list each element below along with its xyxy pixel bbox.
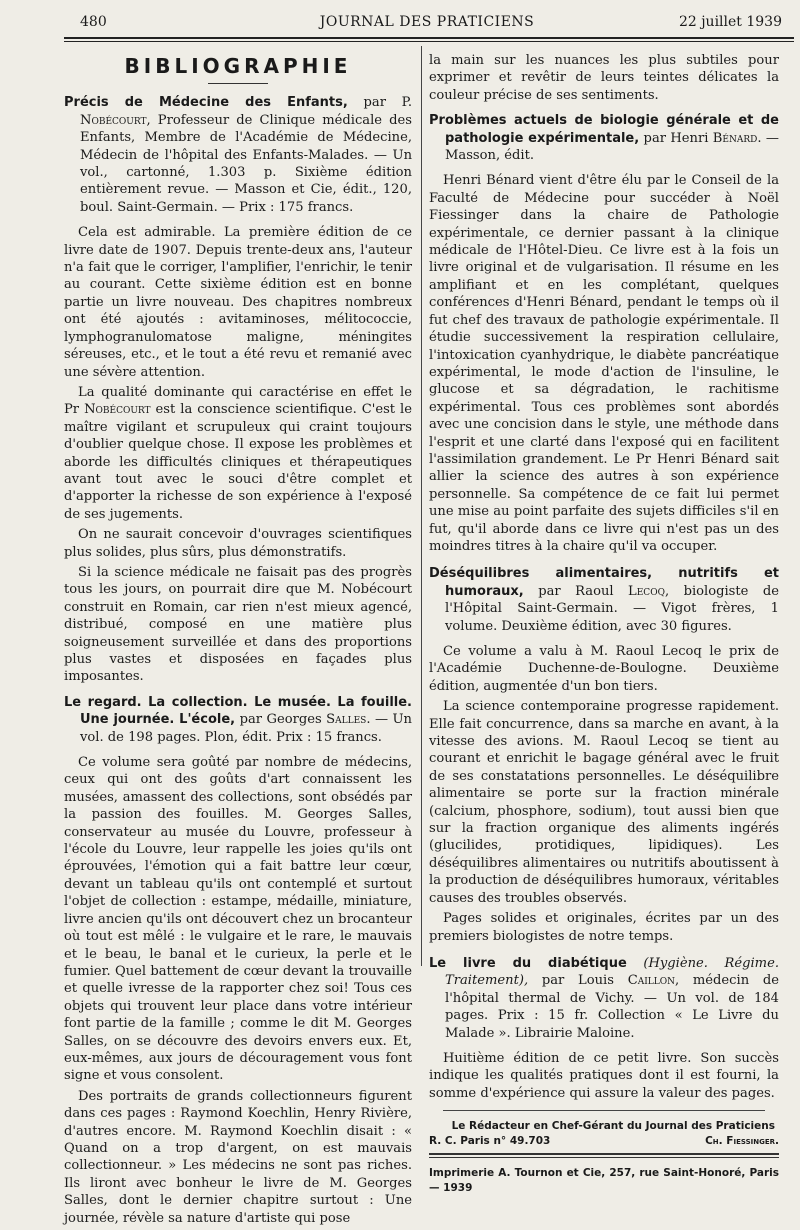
review-paragraph: Henri Bénard vient d'être élu par le Conseil de la Faculté de Médecine pour succéder à Noël Fiessinger dans la chaire de Pathologie expérimentale, ce dernier passant à la clinique médicale de l'Hôtel-Dieu. Ce livre est à la fois un livre original et de vulgarisation. Il résume en les amplifiant et en les complétant, quelques conférences d'Henri Bénard, pendant le temps où il fut chef des travaux de pathologie expérimentale. Il étudie successivement la respiration cellulaire, l'intoxication cyanhydrique, le diabète pancréatique expérimental, le mode d'action de l'insuline, le glucose et sa dégradation, le rachitisme expérimental. Tous ces problèmes sont abordés avec une concision dans le style, une méthode dans l'esprit et une clarté dans l'exposé qui en facilitent l'assimilation grandement. Le Pr Henri Bénard sait allier la science des autres à son expérience personnelle. Sa compétence de ce fait lui permet une mise au point parfaite des sujets difficiles s'il en fut, qu'il aborde dans ce livre qui n'est pas un des moindres titres à la chaire qu'il va occuper.: [429, 173, 779, 554]
book-subtitle: (Hygiène. Régime. Traitement),: [445, 955, 780, 989]
book-details: , médecin de l'hôpital thermal de Vichy. — Un vol. de 184 pages. Prix : 15 fr. Collection « Le Livre du Malade ». Librairie Maloine.: [445, 973, 779, 1041]
header-rule-thin: [64, 41, 794, 42]
review-paragraph: Cela est admirable. La première édition de ce livre date de 1907. Depuis trente-deux ans, l'auteur n'a fait que le corriger, l'amplifier, l'enrichir, le tenir au courant. Cette sixième édition est en bonne partie un livre nouveau. Des chapitres nombreux ont été ajoutés : avitaminoses, mélitococcie, lymphogranulomatose maligne, méningites séreuses, etc., et le tout a été revu et remanié avec une sévère attention.: [64, 225, 412, 380]
section-title: BIBLIOGRAPHIE: [124, 54, 352, 78]
registration-number: R. C. Paris n° 49.703: [429, 1135, 551, 1148]
section-title-rule: [208, 83, 268, 84]
book-author: Salles: [326, 712, 367, 728]
review-paragraph: Ce volume a valu à M. Raoul Lecoq le prix de l'Académie Duchenne-de-Boulogne. Deuxième édition, augmentée d'un bon tiers.: [429, 644, 779, 694]
book-details: , biologiste de l'Hôpital Saint-Germain. — Vigot frères, 1 volume. Deuxième édition, avec 30 figures.: [445, 583, 779, 634]
book-title: Le livre du diabétique: [429, 955, 627, 971]
page-header: [64, 14, 790, 36]
review-paragraph: Huitième édition de ce petit livre. Son succès indique les qualités pratiques dont il est fourni, la somme d'expérience qui assure la valeur des pages.: [429, 1050, 779, 1101]
printer-line: Imprimerie A. Tournon et Cie, 257, rue Saint-Honoré, Paris — 1939: [429, 1167, 779, 1195]
issue-date: 22 juillet 1939: [678, 14, 782, 30]
book-details: . — Un vol. de 198 pages. Plon, édit. Prix : 15 francs.: [80, 712, 412, 745]
book-title: Déséquilibres alimentaires, nutritifs et humoraux,: [429, 566, 779, 599]
review-paragraph: La science contemporaine progresse rapidement. Elle fait concurrence, dans sa marche en avant, à la vitesse des avions. M. Raoul Lecoq se tient au courant et enrichit le bagage général avec le fruit de ses constatations personnelles. Le déséquilibre alimentaire se porte sur la fraction minérale (calcium, phosphore, sodium), tout aussi bien que sur la fraction organique des aliments ingérés (glucilides, protidiques, lipidiques). Les déséquilibres alimentaires ou nutritifs aboutissent à la production de déséquilibres humoraux, véritables causes des troubles observés.: [429, 699, 779, 906]
book-author: Bénard: [712, 130, 758, 146]
imprint-footer: [429, 1110, 779, 1196]
book-details: . — Masson, édit.: [445, 130, 779, 164]
footer-rule: [443, 1110, 765, 1111]
column-divider: [421, 46, 422, 966]
left-column: [64, 52, 412, 1230]
book-entry-benard: Problèmes actuels de biologie générale et de pathologie expérimentale, par Henri Bénard. — Masson, édit.: [429, 113, 779, 164]
review-paragraph: Des portraits de grands collectionneurs figurent dans ces pages : Raymond Koechlin, Henry Rivière, d'autres encore. M. Raymond Koechlin disait : « Quand on a trop d'argent, on est mauvais collectionneur. » Les médecins ne sont pas riches. Ils liront avec bonheur le livre de M. Georges Salles, dont le dernier chapitre surtout : Une journée, révèle sa nature d'artiste qui pose: [64, 1088, 412, 1226]
continuation-text: la main sur les nuances les plus subtiles pour exprimer et revêtir de leurs teintes délicates la couleur précise de ses sentiments.: [429, 53, 779, 103]
book-entry-salles: Le regard. La collection. Le musée. La fouille. Une journée. L'école, par Georges Salles. — Un vol. de 198 pages. Plon, édit. Prix : 15 francs.: [64, 694, 412, 745]
editor-name: Ch. Fiessinger.: [705, 1135, 779, 1148]
book-entry-lecoq: Déséquilibres alimentaires, nutritifs et humoraux, par Raoul Lecoq, biologiste de l'Hôpital Saint-Germain. — Vigot frères, 1 volume. Deuxième édition, avec 30 figures.: [429, 566, 779, 634]
review-paragraph: Si la science médicale ne faisait pas des progrès tous les jours, on pourrait dire que M. Nobécourt construit en Romain, car rien n'est mieux agencé, distribué, composé en une matière plus soigneusement surveillée et dans des proportions plus vastes et disposées en façades plus imposantes.: [64, 564, 412, 685]
right-column: [429, 52, 779, 1196]
book-author: Lecoq: [628, 583, 665, 599]
footer-double-rule: [429, 1153, 779, 1158]
header-rule: [64, 37, 794, 39]
review-paragraph: Pages solides et originales, écrites par un des premiers biologistes de notre temps.: [429, 911, 779, 944]
book-author: Caillon: [627, 973, 675, 989]
book-author: Nobécourt: [80, 112, 147, 128]
review-paragraph: Ce volume sera goûté par nombre de médecins, ceux qui ont des goûts d'art connaissent les musées, amassent des collections, sont obsédés par la passion des fouilles. M. Georges Salles, conservateur au musée du Louvre, professeur à l'école du Louvre, leur rappelle les joies qu'ils ont éprouvées, l'émotion qui a fait battre leur cœur, devant un tableau qu'ils ont contemplé et surtout l'objet de collection : estampe, médaille, miniature, livre ancien qu'ils ont découvert chez un brocanteur où tout est mêlé : le vulgaire et le rare, le mauvais et le beau, le banal et le curieux, la perle et le fumier. Quel battement de cœur devant la trouvaille et quelle ivresse de la rapporter chez soi! Tous ces objets qui trouvent leur place dans votre intérieur font partie de la famille ; comme le dit M. Georges Salles, on se découvre des devoirs envers eux. Et, eux-mêmes, aux jours de découragement vous font signe et vous consolent.: [64, 755, 412, 1084]
book-title: Problèmes actuels de biologie générale et de pathologie expérimentale,: [429, 113, 779, 146]
review-paragraph: On ne saurait concevoir d'ouvrages scientifiques plus solides, plus sûrs, plus démonstratifs.: [64, 527, 412, 560]
journal-title: JOURNAL DES PRATICIENS: [319, 14, 535, 30]
review-paragraph: La qualité dominante qui caractérise en effet le Pr Nobécourt est la conscience scientifique. C'est le maître vigilant et scrupuleux qui craint toujours d'oublier quelque chose. Il expose les problèmes et aborde les difficultés cliniques et thérapeutiques avant tout avec le souci d'être complet et d'apporter la richesse de son expérience à l'exposé de ses jugements.: [64, 384, 412, 522]
book-title: Le regard. La collection. Le musée. La fouille. Une journée. L'école,: [64, 694, 412, 728]
page-number: 480: [80, 14, 107, 30]
registration-row: [429, 1134, 779, 1149]
book-title: Précis de Médecine des Enfants,: [64, 95, 348, 111]
book-entry-nobecourt: Précis de Médecine des Enfants, par P. Nobécourt, Professeur de Clinique médicale des Enfants, Membre de l'Académie de Médecine, Médecin de l'hôpital des Enfants-Malades. — Un vol., cartonné, 1.303 p. Sixième édition entièrement revue. — Masson et Cie, édit., 120, boul. Saint-Germain. — Prix : 175 francs.: [64, 95, 413, 215]
book-details: , Professeur de Clinique médicale des Enfants, Membre de l'Académie de Médecine, Médecin de l'hôpital des Enfants-Malades. — Un vol., cartonné, 1.303 p. Sixième édition entièrement revue. — Masson et Cie, édit., 120, boul. Saint-Germain. — Prix : 175 francs.: [80, 112, 412, 215]
book-entry-caillon: Le livre du diabétique (Hygiène. Régime. Traitement), par Louis Caillon, médecin de l'hôpital thermal de Vichy. — Un vol. de 184 pages. Prix : 15 fr. Collection « Le Livre du Malade ». Librairie Maloine.: [429, 955, 780, 1041]
editor-line: Le Rédacteur en Chef-Gérant du Journal des Praticiens: [451, 1120, 775, 1133]
